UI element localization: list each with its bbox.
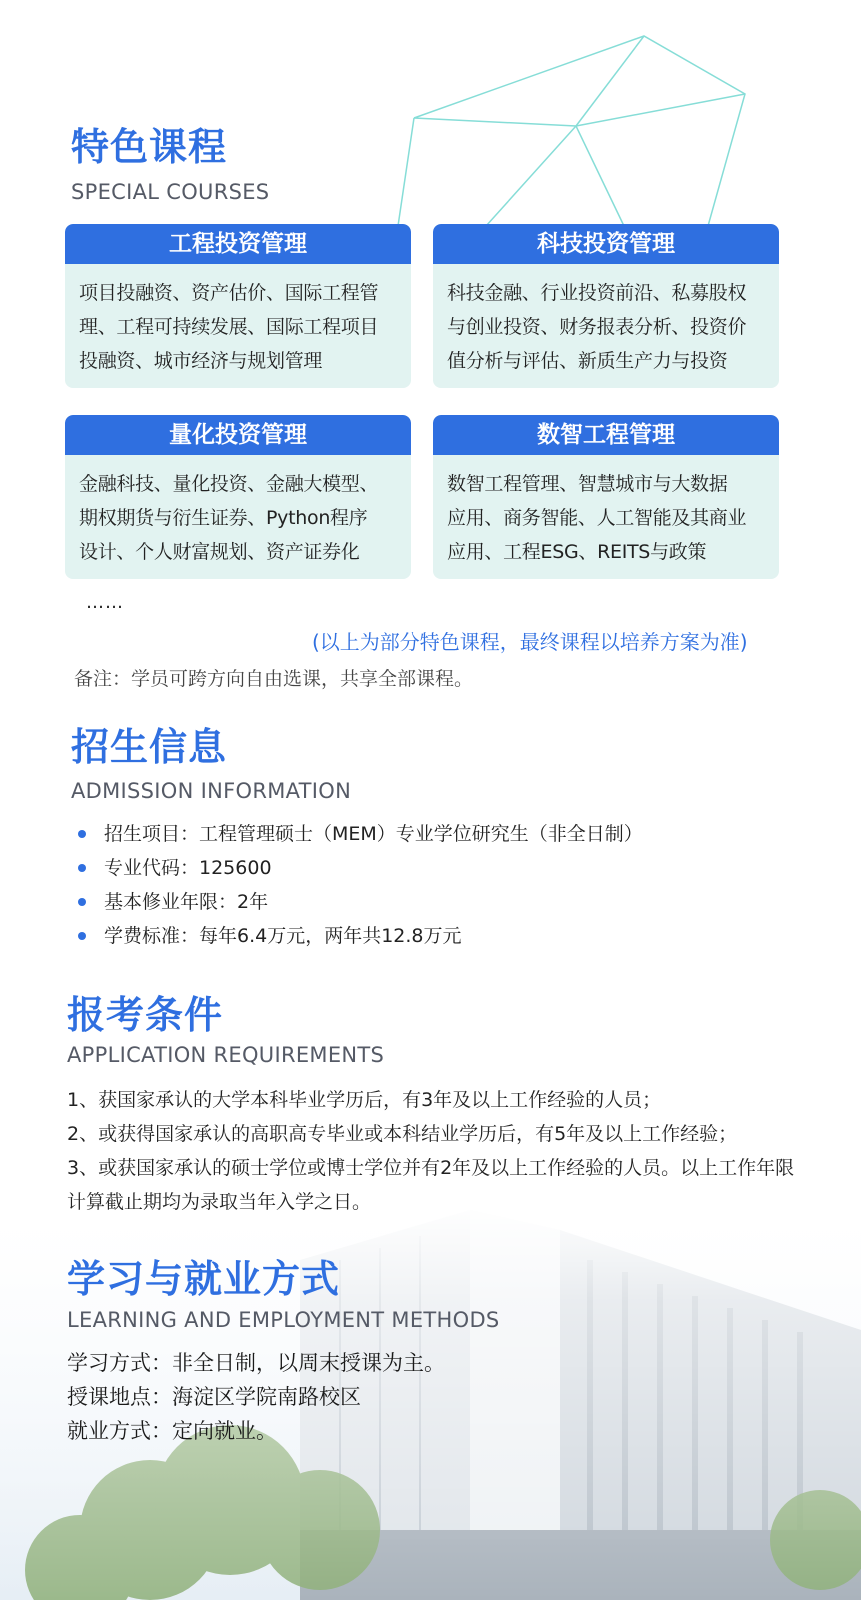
section-subtitle-admission: ADMISSION INFORMATION <box>71 779 352 803</box>
learning-item: 学习方式：非全日制，以周末授课为主。 <box>67 1351 445 1375</box>
learning-info <box>67 1346 445 1448</box>
section-title-courses: 特色课程 <box>71 125 228 169</box>
section-title-learning: 学习与就业方式 <box>67 1257 341 1301</box>
card-title: 科技投资管理 <box>433 224 779 264</box>
course-card-digital-engineering <box>433 415 779 579</box>
card-title: 量化投资管理 <box>65 415 411 455</box>
course-card-engineering-investment <box>65 224 411 388</box>
requirements-list <box>67 1083 797 1219</box>
course-card-quant-investment <box>65 415 411 579</box>
card-line: 期权期货与衍生证券、Python程序 <box>79 507 368 529</box>
card-line: 科技金融、行业投资前沿、私募股权 <box>447 282 747 304</box>
card-line: 投融资、城市经济与规划管理 <box>79 350 323 372</box>
requirement-item: 3、或获国家承认的硕士学位或博士学位并有2年及以上工作经验的人员。以上工作年限计算截止期均为录取当年入学之日。 <box>67 1157 795 1213</box>
more-ellipsis: …… <box>86 592 124 613</box>
admission-item-text: 学费标准：每年6.4万元，两年共12.8万元 <box>104 925 462 947</box>
card-title: 数智工程管理 <box>433 415 779 455</box>
card-line: 应用、商务智能、人工智能及其商业 <box>447 507 747 529</box>
section-subtitle-requirements: APPLICATION REQUIREMENTS <box>67 1043 385 1067</box>
card-line: 理、工程可持续发展、国际工程项目 <box>79 316 379 338</box>
requirement-item: 2、或获得国家承认的高职高专毕业或本科结业学历后，有5年及以上工作经验； <box>67 1123 738 1145</box>
courses-disclaimer: (以上为部分特色课程，最终课程以培养方案为准) <box>312 630 748 654</box>
list-item <box>76 919 643 953</box>
section-title-requirements: 报考条件 <box>67 993 224 1037</box>
card-line: 值分析与评估、新质生产力与投资 <box>447 350 728 372</box>
admission-item-text: 招生项目：工程管理硕士（MEM）专业学位研究生（非全日制） <box>104 823 643 845</box>
learning-item: 授课地点：海淀区学院南路校区 <box>67 1385 361 1409</box>
card-line: 数智工程管理、智慧城市与大数据 <box>447 473 728 495</box>
card-body <box>65 264 411 378</box>
card-body <box>433 455 779 569</box>
list-item <box>76 851 643 885</box>
learning-item: 就业方式：定向就业。 <box>67 1419 277 1443</box>
section-subtitle-courses: SPECIAL COURSES <box>71 180 270 204</box>
bullet-dot-icon <box>78 864 86 872</box>
admission-list <box>76 817 643 953</box>
requirement-item: 1、获国家承认的大学本科毕业学历后，有3年及以上工作经验的人员； <box>67 1089 662 1111</box>
card-body <box>433 264 779 378</box>
bullet-dot-icon <box>78 830 86 838</box>
card-body <box>65 455 411 569</box>
section-subtitle-learning: LEARNING AND EMPLOYMENT METHODS <box>67 1308 500 1332</box>
bullet-dot-icon <box>78 932 86 940</box>
card-line: 应用、工程ESG、REITS与政策 <box>447 541 707 563</box>
course-card-tech-investment <box>433 224 779 388</box>
admission-item-text: 基本修业年限：2年 <box>104 891 269 913</box>
admission-item-text: 专业代码：125600 <box>104 857 272 879</box>
card-line: 金融科技、量化投资、金融大模型、 <box>79 473 379 495</box>
section-title-admission: 招生信息 <box>71 725 228 769</box>
courses-remark: 备注：学员可跨方向自由选课，共享全部课程。 <box>74 668 474 690</box>
list-item <box>76 885 643 919</box>
card-title: 工程投资管理 <box>65 224 411 264</box>
list-item <box>76 817 643 851</box>
bullet-dot-icon <box>78 898 86 906</box>
card-line: 项目投融资、资产估价、国际工程管 <box>79 282 379 304</box>
card-line: 设计、个人财富规划、资产证券化 <box>79 541 360 563</box>
card-line: 与创业投资、财务报表分析、投资价 <box>447 316 747 338</box>
